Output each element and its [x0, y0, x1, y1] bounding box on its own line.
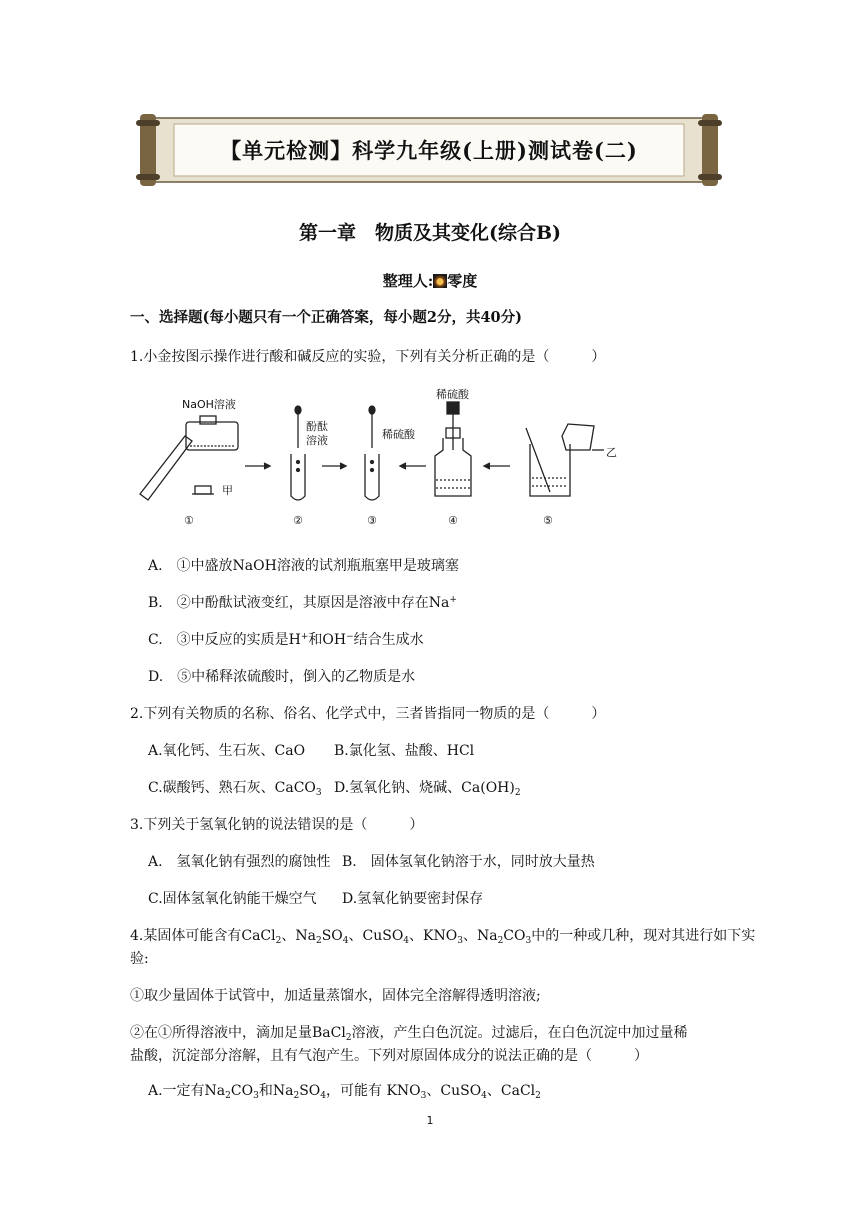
q3-option-d: D.氢氧化钠要密封保存	[342, 891, 484, 907]
q2-option-b: B.氯化氢、盐酸、HCl	[334, 743, 475, 759]
q1-option-d: D. ⑤中稀释浓硫酸时，倒入的乙物质是水	[148, 669, 416, 685]
q3-option-a: A. 氢氧化钠有强烈的腐蚀性	[148, 854, 331, 870]
q4-stem-line1: 4.某固体可能含有CaCl$_2$、$Na_2SO_4$、CuSO$_4$、$KNO_3$、$Na_2CO_3$中的一种或几种，现对其进行如下实	[130, 928, 756, 946]
banner-title: 【单元检测】科学九年级(上册)测试卷(二)	[220, 138, 638, 163]
step-num-3: ③	[367, 514, 377, 527]
step3-tube	[365, 406, 379, 500]
step-num-1: ①	[184, 514, 194, 527]
label-naoh: NaOH溶液	[182, 398, 236, 411]
q3-option-b: B. 固体氢氧化钠溶于水，同时放大量热	[342, 854, 595, 870]
compiler-label: 整理人:	[382, 272, 434, 290]
q2-option-d: D.氢氧化钠、烧碱、$Ca(OH)_2$	[334, 780, 521, 798]
q4-step-2-line1: ②在①所得溶液中，滴加足量BaCl$_2$溶液，产生白色沉淀。过滤后，在白色沉淀中加过量稀	[130, 1025, 688, 1043]
q4-step-1: ①取少量固体于试管中，加适量蒸馏水，固体完全溶解得透明溶液;	[130, 988, 541, 1004]
step-num-2: ②	[293, 514, 303, 527]
q2-option-c: C.碳酸钙、熟石灰、CaCO$_3$	[148, 780, 322, 798]
sunset-icon	[433, 274, 447, 288]
q1-option-c: C. ③中反应的实质是H+和OH−结合生成水	[148, 632, 424, 648]
compiler-line	[0, 270, 860, 291]
q3-stem: 3.下列关于氢氧化钠的说法错误的是（ ）	[130, 817, 424, 833]
step4-bottle	[435, 402, 471, 496]
q2-option-a: A.氧化钙、生石灰、CaO	[148, 743, 306, 759]
q3-option-c: C.固体氢氧化钠能干燥空气	[148, 891, 317, 907]
experiment-figure	[130, 384, 630, 529]
q1-stem: 1.小金按图示操作进行酸和碱反应的实验，下列有关分析正确的是（ ）	[130, 349, 606, 365]
label-jia: 甲	[222, 484, 233, 497]
chapter-title: 第一章 物质及其变化(综合B)	[298, 222, 562, 244]
label-acid-top: 稀硫酸	[436, 388, 469, 401]
label-yi: 乙	[606, 446, 617, 459]
q1-option-b: B. ②中酚酞试液变红，其原因是溶液中存在Na+	[148, 595, 457, 611]
label-phenol-2: 溶液	[306, 434, 328, 447]
section-heading: 一、选择题(每小题只有一个正确答案，每小题2分，共40分)	[130, 309, 522, 326]
title-banner	[134, 114, 724, 186]
label-acid: 稀硫酸	[382, 428, 415, 441]
compiler-name: 零度	[447, 272, 478, 290]
step5-beaker	[526, 424, 604, 496]
q4-option-a: A.一定有$Na_2CO_3$和$Na_2SO_4$，可能有 $KNO_3$、CuSO$_4$、CaCl$_2$	[148, 1083, 541, 1101]
page-number: 1	[426, 1114, 434, 1127]
label-phenol-1: 酚酞	[306, 420, 328, 433]
q1-option-a: A. ①中盛放NaOH溶液的试剂瓶瓶塞甲是玻璃塞	[148, 558, 459, 574]
step-num-5: ⑤	[543, 514, 553, 527]
q4-stem-line2: 验:	[130, 951, 149, 967]
q2-stem: 2.下列有关物质的名称、俗名、化学式中，三者皆指同一物质的是（ ）	[130, 706, 606, 722]
step-num-4: ④	[448, 514, 458, 527]
q4-step-2-line2: 盐酸，沉淀部分溶解，且有气泡产生。下列对原固体成分的说法正确的是（ ）	[130, 1048, 648, 1064]
step2-tube	[291, 406, 305, 500]
